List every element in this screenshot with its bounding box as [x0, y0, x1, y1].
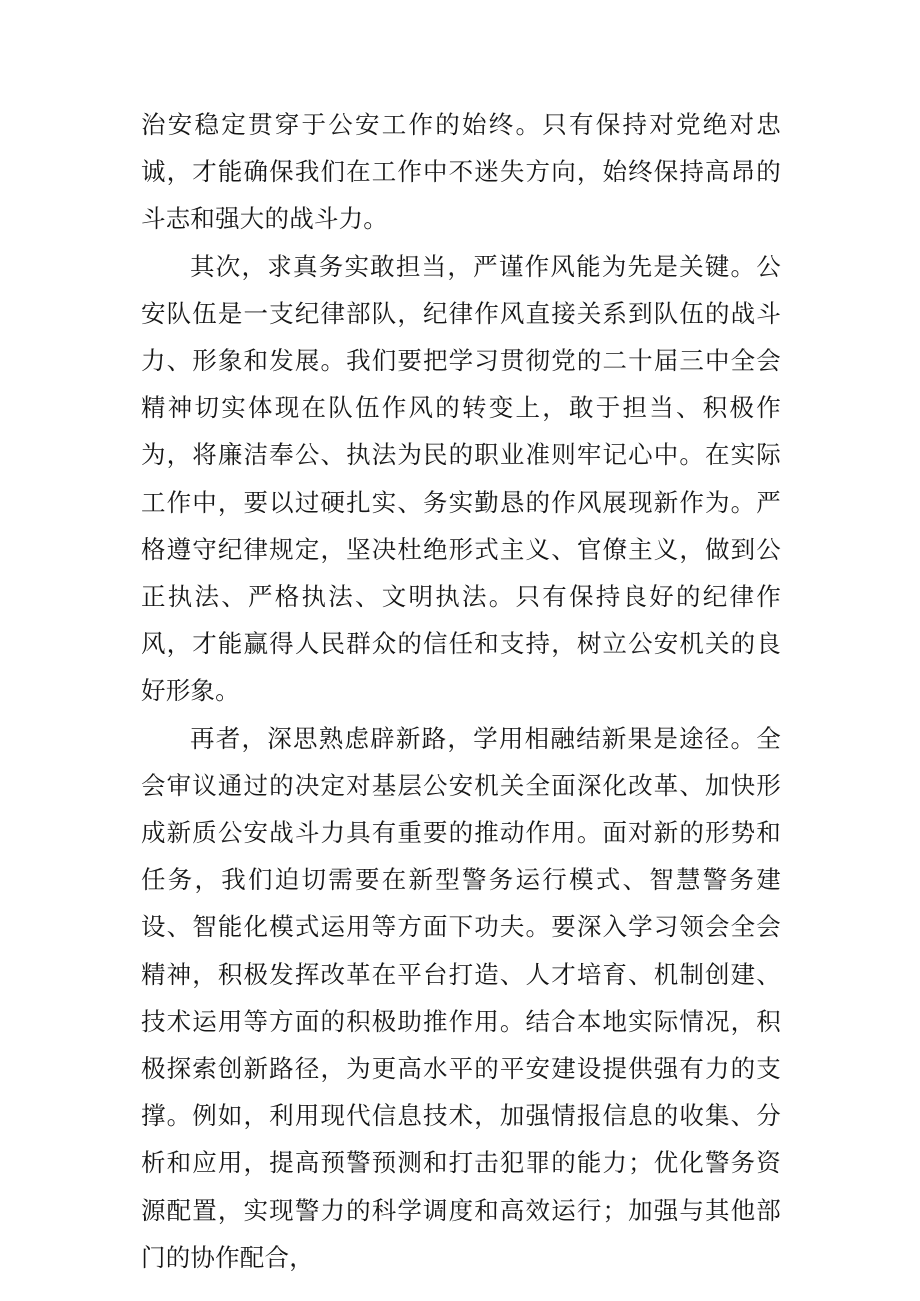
paragraph-continuation: 治安稳定贯穿于公安工作的始终。只有保持对党绝对忠诚，才能确保我们在工作中不迷失方向，始终保持高昂的斗志和强大的战斗力。 [141, 110, 781, 234]
paragraph-discipline-style: 其次，求真务实敢担当，严谨作风能为先是关键。公安队伍是一支纪律部队，纪律作风直接关系到队伍的战斗力、形象和发展。我们要把学习贯彻党的二十届三中全会精神切实体现在队伍作风的转变上，敢于担当、积极作为，将廉洁奉公、执法为民的职业准则牢记心中。在实际工作中，要以过硬扎实、务实勤恳的作风展现新作为。严格遵守纪律规定，坚决杜绝形式主义、官僚主义，做到公正执法、严格执法、文明执法。只有保持良好的纪律作风，才能赢得人民群众的信任和支持，树立公安机关的良好形象。 [141, 251, 781, 706]
document-body [141, 101, 781, 1281]
paragraph-reform-path: 再者，深思熟虑辟新路，学用相融结新果是途径。全会审议通过的决定对基层公安机关全面深化改革、加快形成新质公安战斗力具有重要的推动作用。面对新的形势和任务，我们迫切需要在新型警务运行模式、智慧警务建设、智能化模式运用等方面下功夫。要深入学习领会全会精神，积极发挥改革在平台打造、人才培育、机制创建、技术运用等方面的积极助推作用。结合本地实际情况，积极探索创新路径，为更高水平的平安建设提供强有力的支撑。例如，利用现代信息技术，加强情报信息的收集、分析和应用，提高预警预测和打击犯罪的能力；优化警务资源配置，实现警力的科学调度和高效运行；加强与其他部门的协作配合， [141, 723, 781, 1272]
